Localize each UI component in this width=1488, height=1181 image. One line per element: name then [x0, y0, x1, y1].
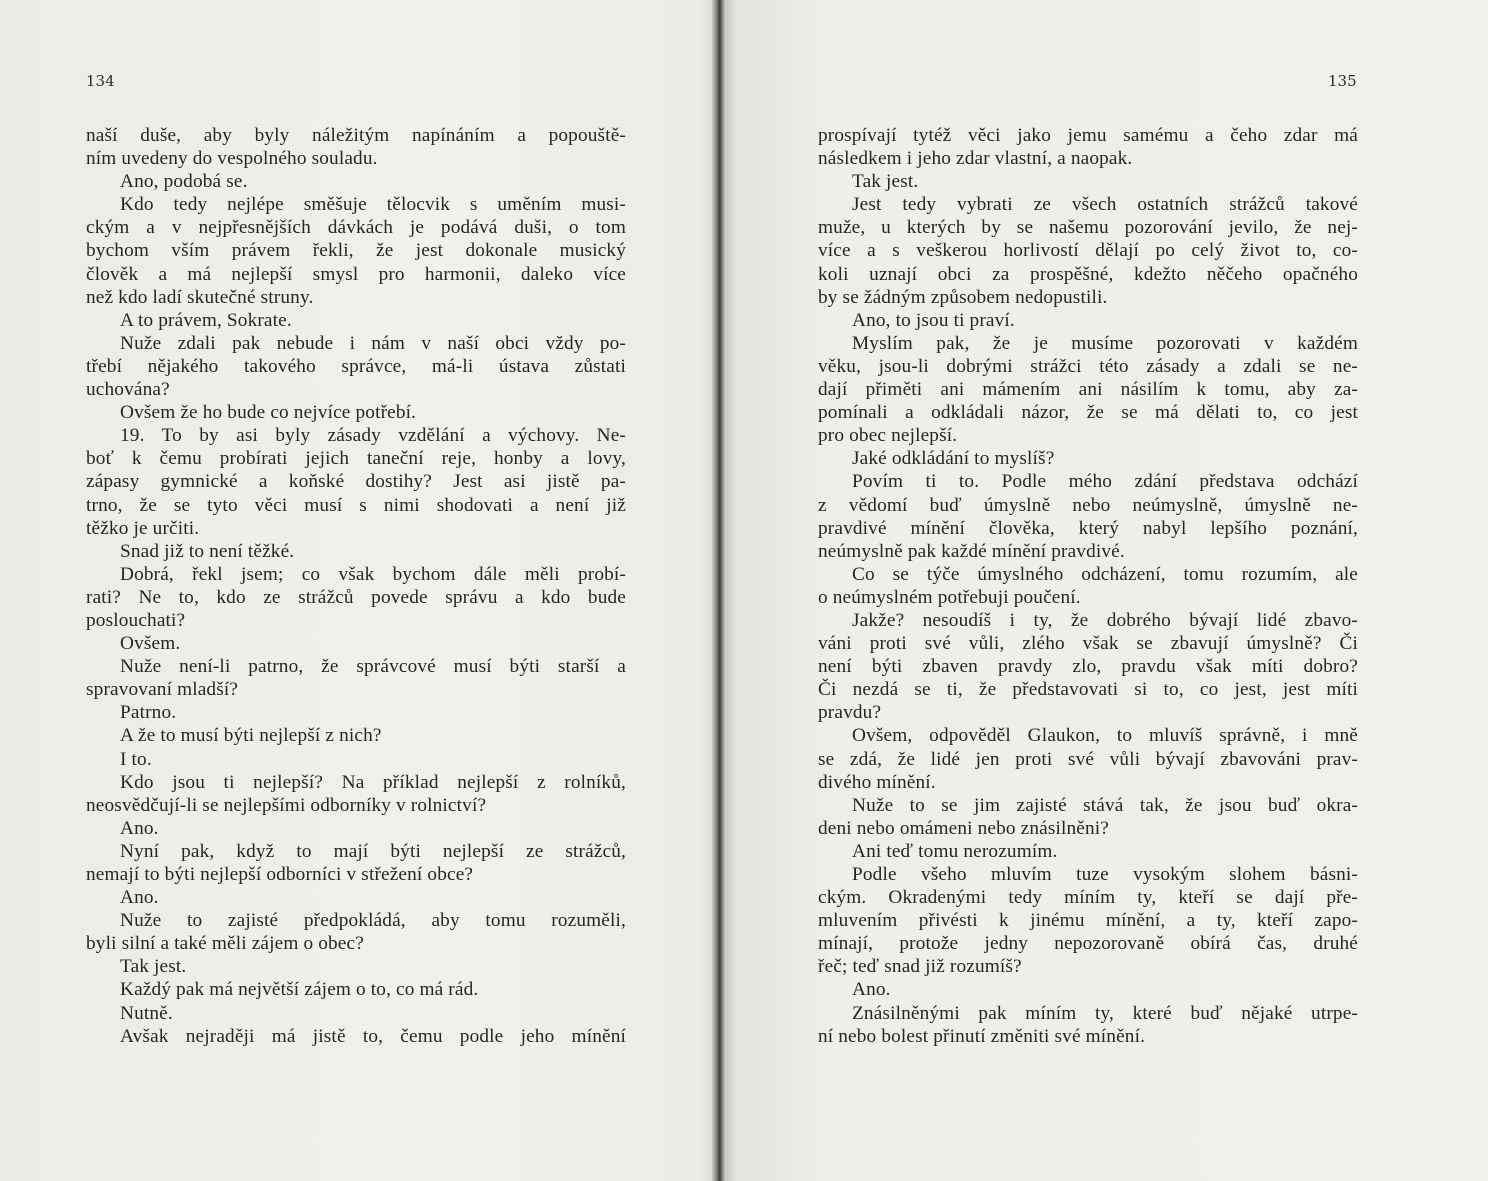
text-line: těžko je určiti. — [86, 517, 200, 539]
text-line: Povím ti to. Podle mého zdání představa odchází — [852, 471, 1358, 493]
text-line: Jakže? nesoudíš i ty, že dobrého bývají lidé zbavo- — [852, 609, 1358, 631]
left-page — [0, 0, 712, 1181]
text-line: Ano, podobá se. — [120, 171, 248, 193]
text-line: se zdá, že lidé jen proti své vůli bývají zbavováni prav- — [818, 748, 1358, 770]
text-line: koli uznají obci za prospěšné, kdežto něčeho opačného — [818, 263, 1358, 285]
text-line: z vědomí buď úmyslně nebo neúmyslně, úmyslně ne- — [818, 494, 1358, 516]
book-gutter — [712, 0, 726, 1181]
text-line: 19. To by asi byly zásady vzdělání a výchovy. Ne- — [120, 425, 626, 447]
text-line: Jest tedy vybrati ze všech ostatních strážců takové — [852, 194, 1358, 216]
text-line: naší duše, aby byly náležitým napínáním a popouště- — [86, 125, 626, 146]
text-line: dají přiměti ani mámením ani násilím k tomu, aby za- — [818, 379, 1358, 401]
text-line: pravdivé mínění člověka, který nabyl lepšího poznání, — [818, 517, 1358, 539]
text-line: následkem i jeho zdar vlastní, a naopak. — [818, 148, 1133, 170]
text-line: ní nebo bolest přinutí změniti své mínění. — [818, 1025, 1146, 1047]
text-line: Tak jest. — [852, 171, 919, 193]
text-line: pro obec nejlepší. — [818, 425, 958, 447]
text-line: více a s veškerou horlivostí dělají po celý život to, co- — [818, 240, 1358, 262]
text-line: Avšak nejraději má jistě to, čemu podle jeho mínění — [120, 1025, 626, 1047]
text-line: neosvědčují-li se nejlepšími odborníky v rolnictví? — [86, 794, 487, 816]
text-line: Nyní pak, když to mají býti nejlepší ze strážců, — [120, 840, 626, 862]
text-line: Ano. — [120, 817, 159, 839]
text-line: poslouchati? — [86, 609, 186, 631]
text-line: mluvením přivésti k jinému mínění, a ty, kteří zapo- — [818, 910, 1358, 932]
text-line: váni proti své vůli, zlého však se zbavují úmyslně? Či — [818, 633, 1358, 655]
text-line: A to právem, Sokrate. — [120, 309, 292, 331]
text-line: ckým. Okradenými tedy míním ty, kteří se dají pře- — [818, 887, 1358, 909]
text-line: Znásilněnými pak míním ty, které buď nějaké utrpe- — [852, 1002, 1358, 1024]
text-line: Co se týče úmyslného odcházení, tomu rozumím, ale — [852, 563, 1358, 585]
left-page-text — [86, 124, 626, 1048]
text-line: Ovšem, odpověděl Glaukon, to mluvíš správně, i mně — [852, 725, 1358, 747]
text-line: Nuže to zajisté předpokládá, aby tomu rozuměli, — [120, 910, 626, 932]
text-line: zápasy gymnické a koňské dostihy? Jest asi jistě pa- — [86, 471, 626, 493]
text-line: Kdo tedy nejlépe směšuje tělocvik s uměním musi- — [120, 194, 626, 216]
right-page-text — [818, 124, 1358, 1048]
text-line: prospívají tytéž věci jako jemu samému a čeho zdar má — [818, 125, 1358, 146]
text-line: neúmyslně pak každé mínění pravdivé. — [818, 540, 1125, 562]
text-line: Ani teď tomu nerozumím. — [852, 840, 1058, 862]
text-line: Ovšem. — [120, 633, 181, 655]
text-line: než kdo ladí skutečné struny. — [86, 286, 314, 308]
text-line: byli silní a také měli zájem o obec? — [86, 933, 364, 955]
text-line: Ano. — [120, 887, 159, 909]
text-line: mínají, protože jedny nepozorovaně obírá čas, druhé — [818, 933, 1358, 955]
text-line: pravdu? — [818, 702, 882, 724]
text-line: deni nebo omámeni nebo znásilněni? — [818, 817, 1110, 839]
text-line: pomínali a odkládali názor, že se má dělati to, co jest — [818, 402, 1358, 424]
text-line: Tak jest. — [120, 956, 187, 978]
right-page — [726, 0, 1488, 1181]
text-line: spravovaní mladší? — [86, 679, 239, 701]
right-page-number: 135 — [1328, 72, 1357, 90]
text-line: Podle všeho mluvím tuze vysokým slohem básni- — [852, 864, 1358, 885]
text-line: trno, že se tyto věci musí s nimi shodovati a není již — [86, 494, 626, 516]
text-line: muže, u kterých by se našemu pozorování jevilo, že nej- — [818, 217, 1358, 239]
text-line: Nutně. — [120, 1002, 173, 1024]
text-line: Kdo jsou ti nejlepší? Na příklad nejlepší z rolníků, — [120, 771, 626, 793]
text-line: rati? Ne to, kdo ze strážců povede správu a kdo bude — [86, 586, 626, 608]
left-page-number: 134 — [86, 72, 115, 90]
text-line: člověk a má nejlepší smysl pro harmonii, daleko více — [86, 263, 626, 285]
text-line: ckým a v nejpřesnějších dávkách je podává duši, o tom — [86, 217, 626, 239]
text-line: Ano, to jsou ti praví. — [852, 309, 1015, 331]
text-line: není býti zbaven pravdy zlo, pravdu však míti dobro? — [818, 656, 1358, 678]
text-line: Dobrá, řekl jsem; co však bychom dále měli probí- — [120, 563, 626, 585]
text-line: Nuže to se jim zajisté stává tak, že jsou buď okra- — [852, 794, 1358, 816]
text-line: Ovšem že ho bude co nejvíce potřebí. — [120, 402, 417, 424]
text-line: řeč; teď snad již rozumíš? — [818, 956, 1022, 978]
text-line: Nuže zdali pak nebude i nám v naší obci vždy po- — [120, 332, 626, 354]
text-line: Ano. — [852, 979, 891, 1001]
text-line: ním uvedeny do vespolného souladu. — [86, 148, 378, 170]
text-line: A že to musí býti nejlepší z nich? — [120, 725, 382, 747]
text-line: o neúmyslném potřebuji poučení. — [818, 586, 1081, 608]
text-line: Patrno. — [120, 702, 177, 724]
text-line: by se žádným způsobem nedopustili. — [818, 286, 1108, 308]
text-line: Každý pak má největší zájem o to, co má rád. — [120, 979, 479, 1001]
text-line: věku, jsou-li dobrými strážci této zásady a zdali se ne- — [818, 355, 1358, 377]
text-line: Jaké odkládání to myslíš? — [852, 448, 1055, 470]
text-line: Myslím pak, že je musíme pozorovati v každém — [852, 332, 1358, 354]
text-line: Či nezdá se ti, že představovati si to, co jest, jest míti — [818, 679, 1358, 701]
text-line: třebí nějakého takového správce, má-li ústava zůstati — [86, 355, 626, 377]
text-line: bychom vším právem řekli, že jest dokonale musický — [86, 240, 626, 262]
text-line: Snad již to není těžké. — [120, 540, 295, 562]
text-line: divého mínění. — [818, 771, 936, 793]
text-line: uchována? — [86, 379, 170, 401]
text-line: Nuže není-li patrno, že správcové musí býti starší a — [120, 656, 626, 678]
text-line: boť k čemu probírati jejich taneční reje, honby a lovy, — [86, 448, 626, 470]
text-line: nemají to býti nejlepší odborníci v střežení obce? — [86, 864, 474, 885]
text-line: I to. — [120, 748, 152, 770]
